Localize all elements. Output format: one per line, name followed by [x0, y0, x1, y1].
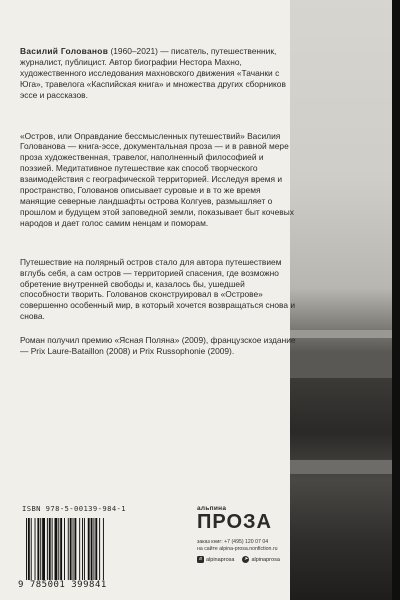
- vk-link[interactable]: [197, 556, 234, 563]
- barcode-bar: [103, 518, 104, 580]
- barcode-bar: [84, 518, 85, 580]
- cover-photo: [290, 0, 400, 600]
- publisher-imprint: альпина: [197, 505, 227, 512]
- barcode-bar: [60, 518, 62, 580]
- telegram-link[interactable]: [242, 556, 279, 563]
- barcode-bar: [26, 518, 27, 580]
- photo-land-band: [290, 352, 400, 378]
- isbn-label: ISBN 978-5-00139-984-1: [22, 504, 126, 513]
- photo-horizon: [290, 330, 400, 338]
- description-paragraph: Путешествие на полярный остров стало для автора путешествием вглубь себя, а сам остров — территорией спасения, где возможно обретение внутренней свободы и, казалось бы, ушедшей способности творить. Голованов сконструировал в «Острове» совершенно особенный мир, в который хочется возвращаться снова и снова.: [20, 256, 296, 322]
- order-info: заказ книг: +7 (495) 120 07 04: [197, 539, 269, 545]
- social-links: [197, 556, 297, 563]
- publisher-logo: ПРОЗА: [197, 511, 272, 533]
- barcode-bar: [74, 518, 76, 580]
- barcode-bar: [73, 518, 74, 580]
- description-paragraph: «Остров, или Оправдание бессмысленных путешествий» Василия Голованова — книга-эссе, документальная проза — и в равной мере проза художественная, травелог, наполненный философией и поэзией. Медитативное путешествие как способ творческого взаимодействия с географической территорией. Исследуя время и пространство, Голованов описывает суровые и в то же время манящие северные ландшафты острова Колгуев, размышляет о прошлом и будущем этой заповедной земли, показывает быт кочевых народов и дает голос самим ненцам и поморам.: [20, 130, 294, 228]
- barcode-bar: [58, 518, 59, 580]
- vk-icon: в: [197, 556, 204, 563]
- barcode-bar: [91, 518, 93, 580]
- barcode-bar: [68, 518, 69, 580]
- barcode-bar: [64, 518, 65, 580]
- barcode-bar: [79, 518, 80, 580]
- site-info: на сайте alpina-prosa.nonfiction.ru: [197, 546, 278, 552]
- barcode-bar: [28, 518, 30, 580]
- barcode-bar: [37, 518, 39, 580]
- back-cover-text: [20, 46, 296, 370]
- barcode-bar: [42, 518, 45, 580]
- publisher-block: [197, 505, 297, 563]
- author-bio-text: (1960–2021) — писатель, путешественник, журналист, публицист. Автор биографии Нестора Махно, художественного исследования махновского движения «Тачанки с Юга», травелога «Каспийская книга» и множества других сборников эссе и рассказов.: [20, 46, 286, 100]
- barcode-bar: [47, 518, 48, 580]
- barcode-bar: [70, 518, 72, 580]
- barcode-digits: 9 785001 399841: [18, 580, 107, 590]
- author-name: Василий Голованов: [20, 46, 109, 56]
- barcode-bar: [55, 518, 58, 580]
- barcode-bar: [82, 518, 83, 580]
- telegram-icon: ➤: [243, 556, 249, 562]
- barcode-bar: [40, 518, 41, 580]
- barcode-bar: [99, 518, 100, 580]
- spine-edge: [392, 0, 400, 600]
- telegram-handle: alpinaprosa: [251, 556, 280, 563]
- barcode-bar: [88, 518, 90, 580]
- barcode-bar: [52, 518, 53, 580]
- author-bio: [20, 46, 296, 101]
- barcode-bar: [95, 518, 97, 580]
- barcode-bar: [31, 518, 32, 580]
- barcode-bar: [35, 518, 36, 580]
- photo-lower-band: [290, 460, 400, 474]
- barcode-bar: [93, 518, 94, 580]
- vk-handle: alpinaprosa: [206, 556, 235, 563]
- awards-paragraph: Роман получил премию «Ясная Поляна» (2009), французское издание — Prix Laure-Bataillon (2008) и Prix Russophonie (2009).: [20, 335, 296, 357]
- barcode-bar: [49, 518, 51, 580]
